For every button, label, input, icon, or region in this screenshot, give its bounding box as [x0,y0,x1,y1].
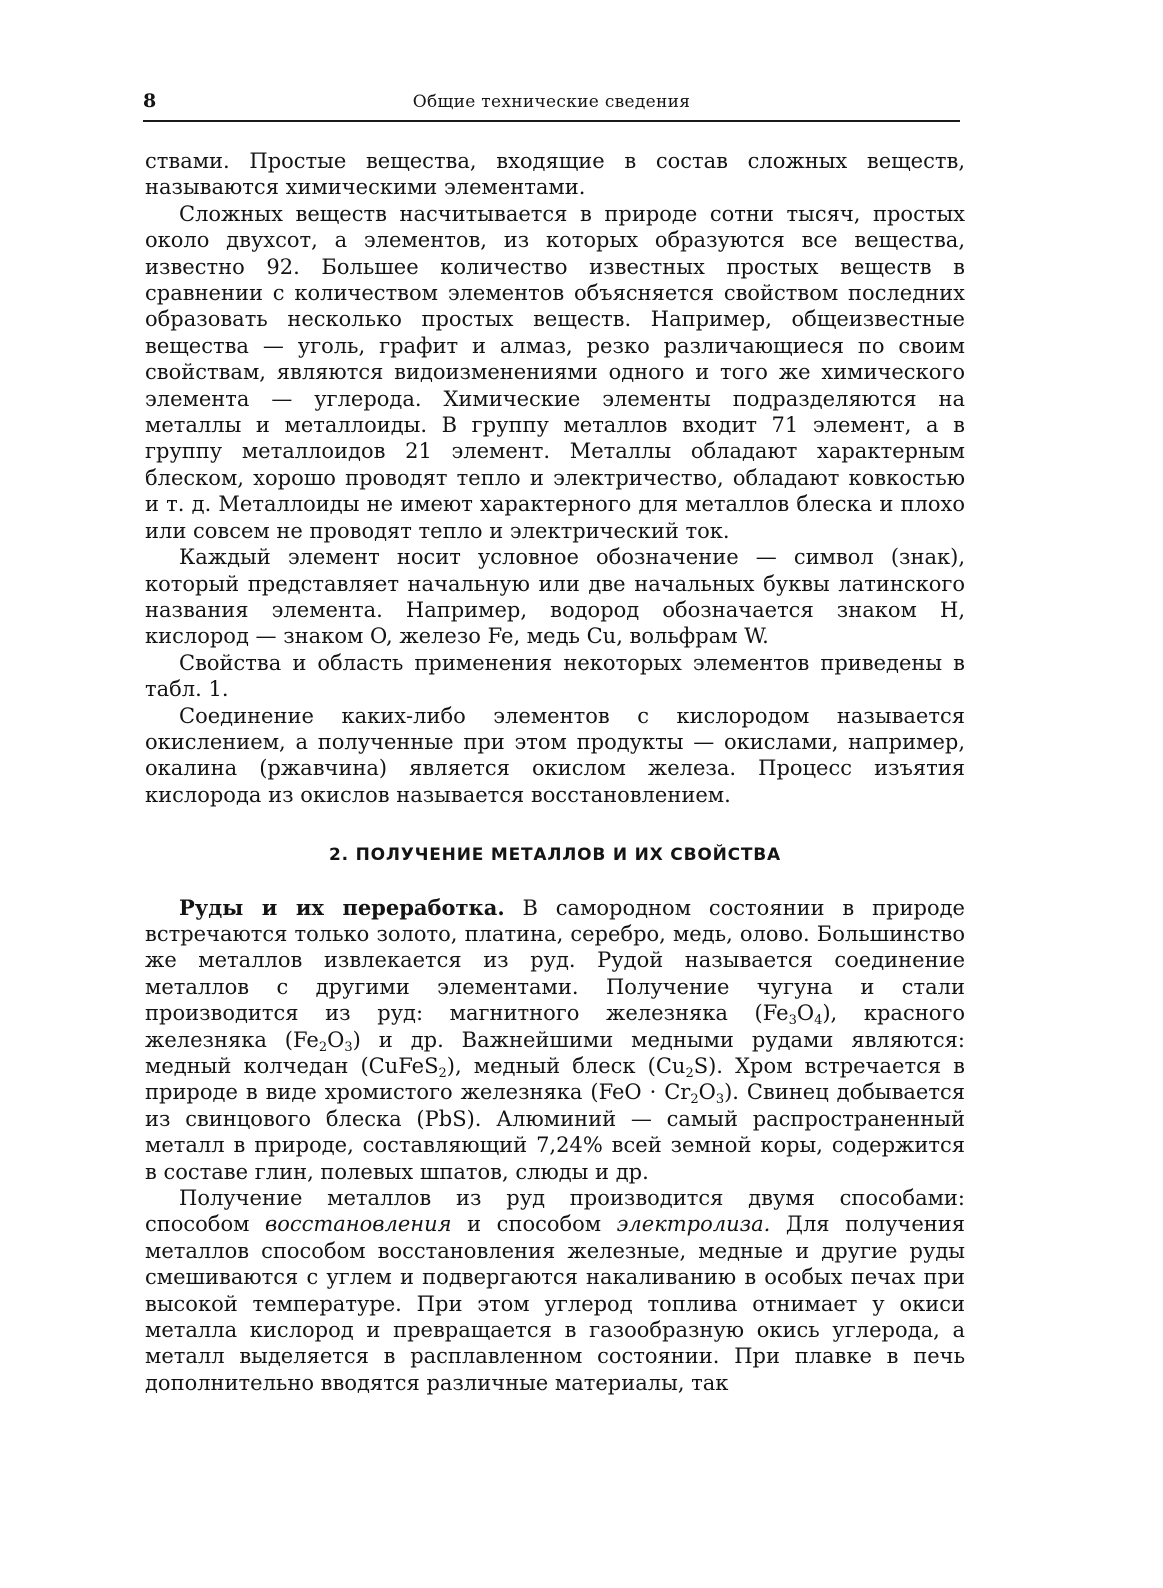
text-run: В самородном состоянии в природе встречаются только золото, платина, серебро, медь, олово. Большинство же металлов извлекается из руд. Рудой называется соединение металлов с другими элементами. Получение чугуна и стали производится из руд: магнитного железняка (Fe [145,895,965,1026]
paragraph-table-reference: Свойства и область применения некоторых элементов приведены в табл. 1. [145,650,965,702]
subscript: 3 [715,1092,725,1108]
subscript: 2 [438,1066,447,1081]
text-run: O [796,1001,815,1026]
text-run: Для получения металлов способом восстановления железные, медные и другие руды смешиваются с углем и подвергаются накаливанию в особых печах при высокой температуре. При этом углерод топлива отнимает у окиси металла кислород и превращается в газообразную окись углерода, а металл выделяется в расплавленном состоянии. При плавке в печь дополнительно вводятся различные материалы, так [145,1212,965,1395]
paragraph-oxidation: Соединение каких-либо элементов с кислородом называется окислением, а полученные при этом продукты — окислами, например, окалина (ржавчина) является окислом железа. Процесс изъятия кислорода из окислов называется восстановлением. [145,703,965,807]
subscript: 2 [685,1066,694,1081]
paragraph-symbols: Каждый элемент носит условное обозначение — символ (знак), который представляет начальную или две начальных буквы латинского названия элемента. Например, водород обозначается знаком H, кислород — знаком O, железо Fe, медь Cu, вольфрам W. [145,545,965,649]
paragraph-ores [145,895,965,1185]
subscript: 4 [814,1013,823,1029]
page-number: 8 [143,90,157,112]
text-run: ). Свинец добывается из свинцового блеска (PbS). Алюминий — самый распространенный металл в природе, составляющий 7,24% всей земной коры, содержится в составе глин, полевых шпатов, слюды и др. [145,1080,965,1184]
text-run: ) и др. Важнейшими медными рудами являются: медный колчедан (CuFeS [145,1027,965,1078]
subscript: 2 [690,1092,699,1108]
subscript: 3 [344,1039,353,1055]
text-run: и способом [451,1212,617,1237]
paragraph-continuation: ствами. Простые вещества, входящие в состав сложных веществ, называются химическими элементами. [145,149,965,200]
page-body [145,148,965,1396]
section-title: 2. ПОЛУЧЕНИЕ МЕТАЛЛОВ И ИХ СВОЙСТВА [329,845,781,866]
emphasis: восстановления [264,1212,452,1237]
subscript: 3 [788,1013,797,1029]
emphasis: электролиза. [616,1212,771,1237]
text-run: ), красного железняка (Fe [145,1001,965,1052]
paragraph-production [145,1185,965,1396]
text-run: Получение металлов из руд производится двумя способами: способом [145,1186,965,1237]
paragraph-compounds: Сложных веществ насчитывается в природе сотни тысяч, простых около двухсот, а элементов, из которых образуются все вещества, известно 92. Большее количество известных простых веществ в сравнении с количеством элементов объясняется свойством последних образовать несколько простых веществ. Например, общеизвестные вещества — уголь, графит и алмаз, резко различающиеся по своим свойствам, являются видоизменениями одного и того же химического элемента — углерода. Химические элементы подразделяются на металлы и металлоиды. В группу металлов входит 71 элемент, а в группу металлоидов 21 элемент. Металлы обладают характерным блеском, хорошо проводят тепло и электричество, обладают ковкостью и т. д. Металлоиды не имеют характерного для металлов блеска и плохо или совсем не проводят тепло и электрический ток. [145,201,965,543]
running-head: Общие технические сведения [412,92,691,112]
run-in-heading: Руды и их переработка. [179,894,505,920]
text-run: S). Хром встречается в природе в виде хромистого железняка (FeO · Cr [145,1054,965,1105]
text-run: O [698,1080,716,1105]
text-run: O [327,1027,345,1052]
page-header [143,86,960,122]
text-run: ), медный блеск (Cu [446,1054,686,1078]
subscript: 2 [318,1039,328,1055]
